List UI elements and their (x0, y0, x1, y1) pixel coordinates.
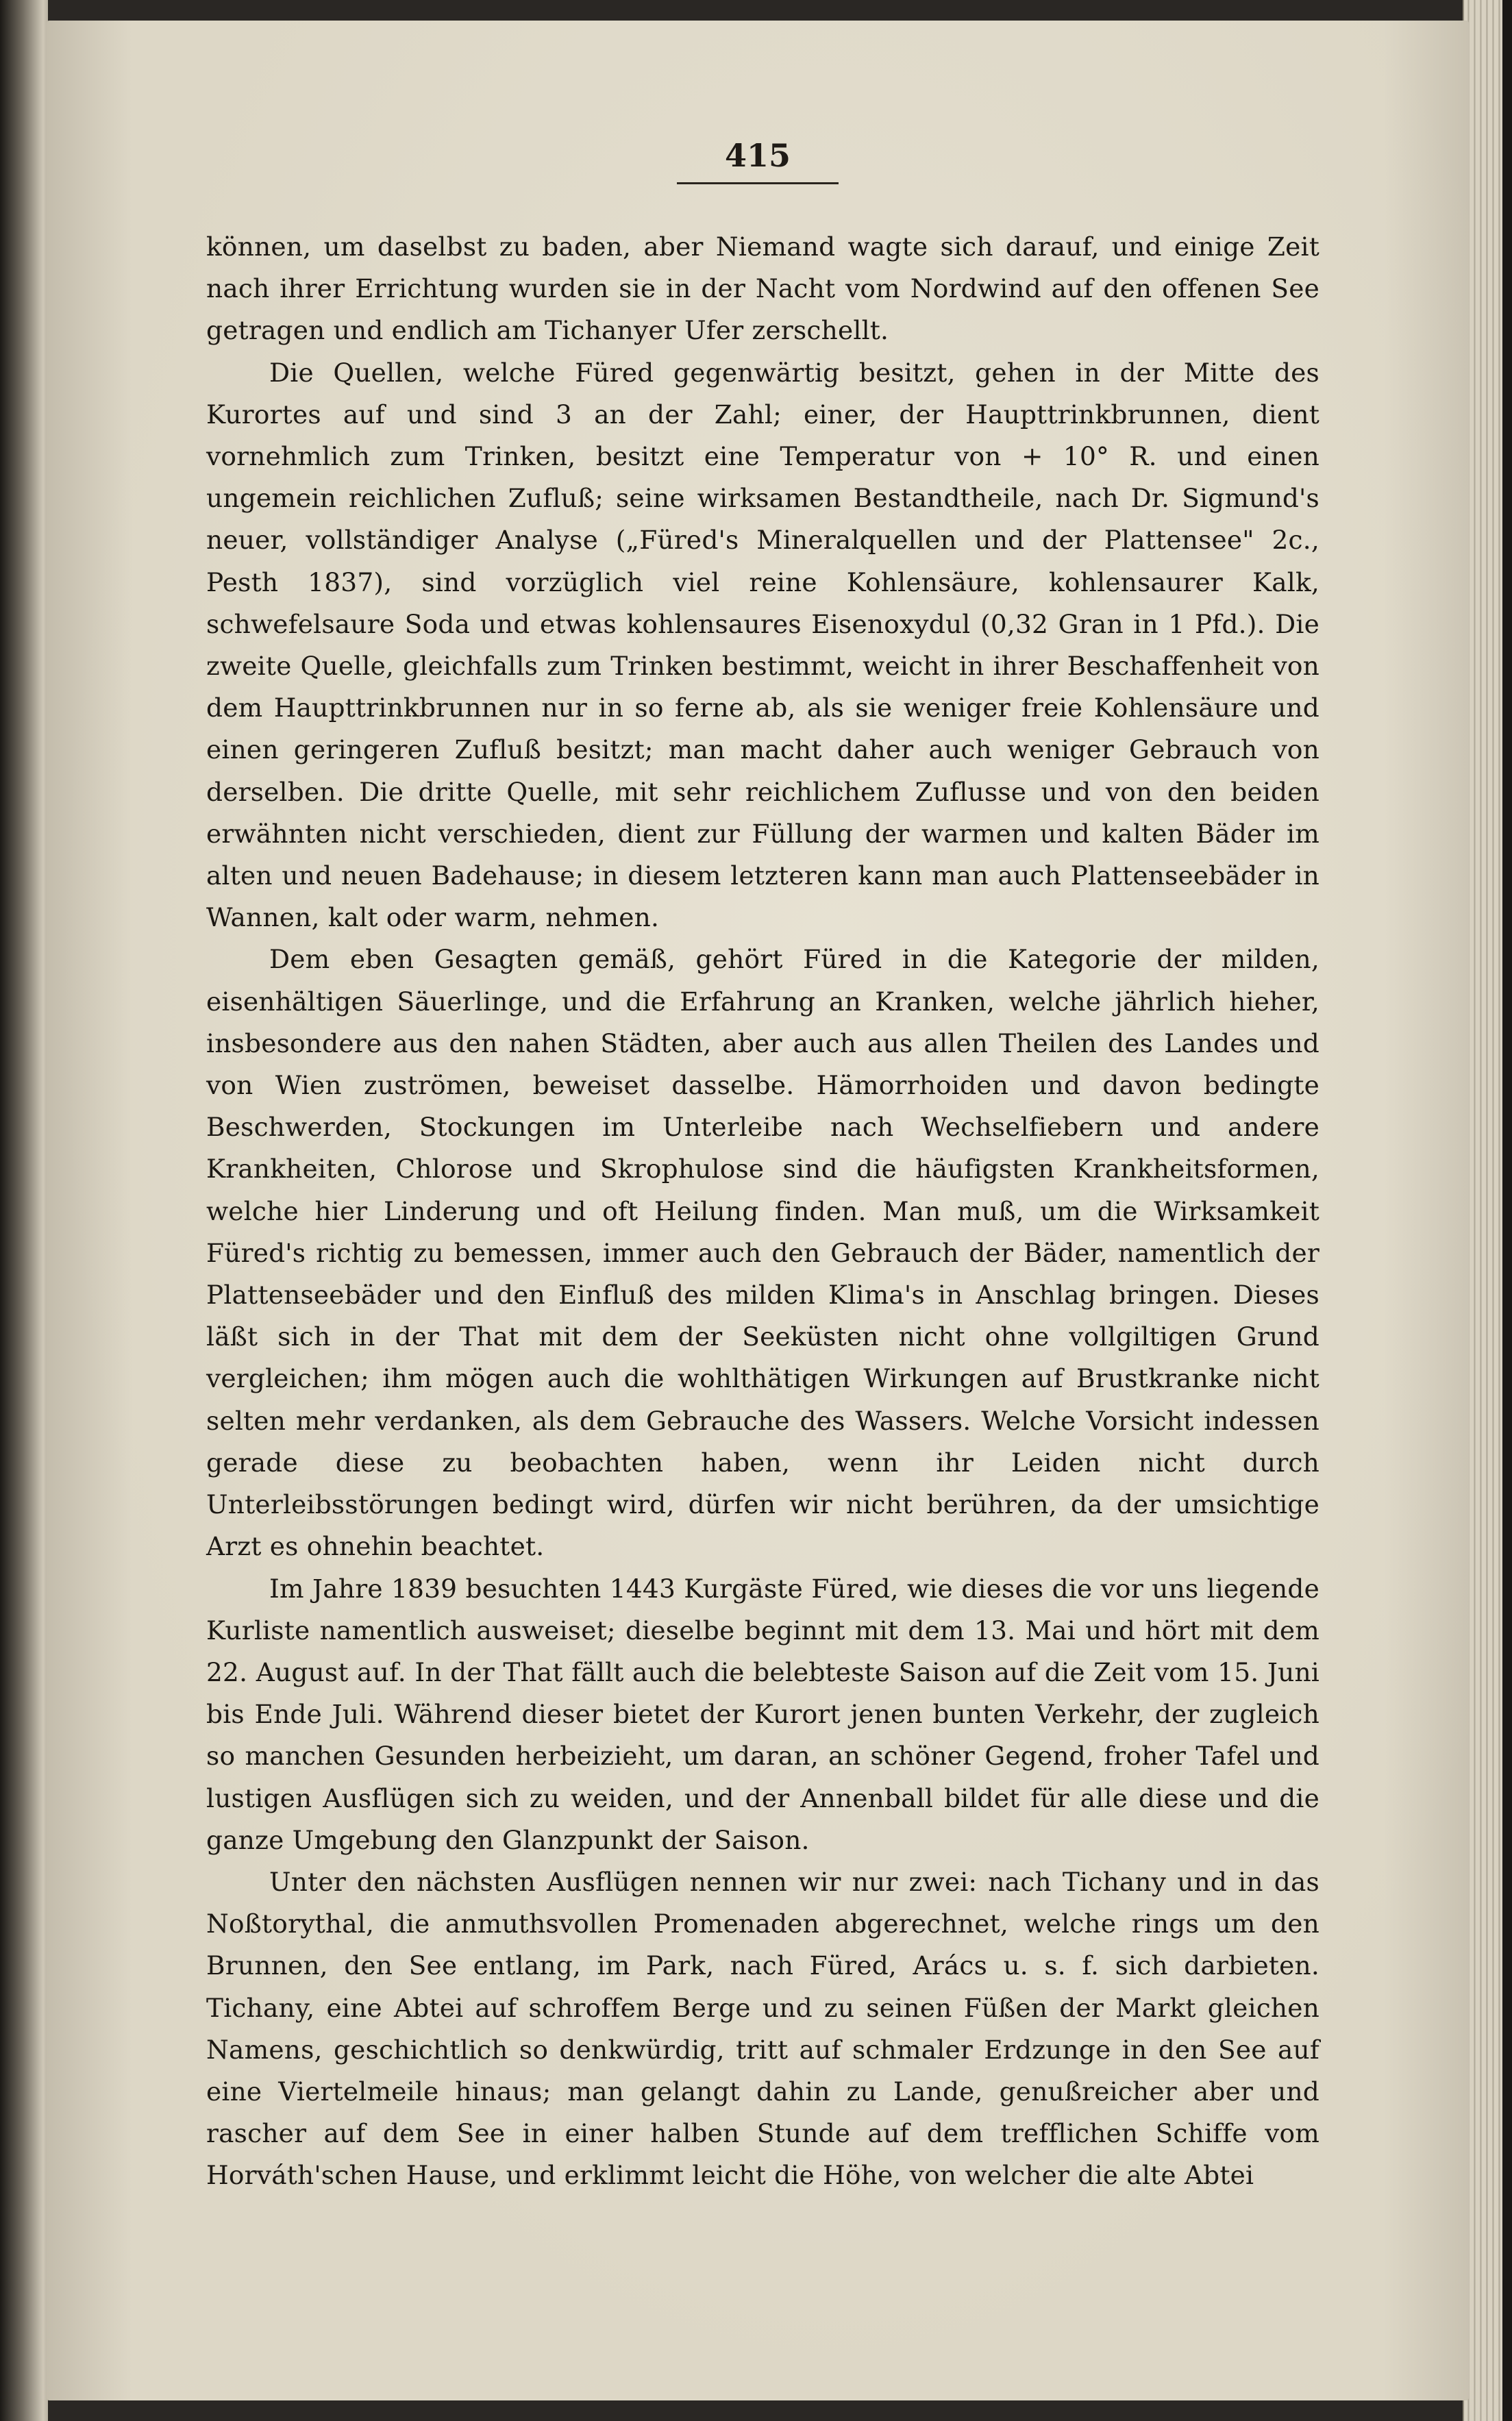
header-rule (677, 182, 839, 184)
paragraph-5: Unter den nächsten Ausflügen nennen wir nur zwei: nach Tichany und in das Noßtorythal, die anmuthsvollen Promenaden abgerechnet, welche rings um den Brunnen, den See entlang, im Park, nach Füred, Arács u. s. f. sich darbieten. Tichany, eine Abtei auf schroffem Berge und zu seinen Füßen der Markt gleichen Namens, geschichtlich so denkwürdig, tritt auf schmaler Erdzunge in den See auf eine Viertelmeile hinaus; man gelangt dahin zu Lande, genußreicher aber und rascher auf dem See in einer halben Stunde auf dem trefflichen Schiffe vom Horváth'schen Hause, und erklimmt leicht die Höhe, von welcher die alte Abtei (206, 1866, 1319, 2191)
paragraph-4: Im Jahre 1839 besuchten 1443 Kurgäste Füred, wie dieses die vor uns liegende Kurliste namentlich ausweiset; dieselbe beginnt mit dem 13. Mai und hört mit dem 22. August auf. In der That fällt auch die belebteste Saison auf die Zeit vom 15. Juni bis Ende Juli. Während dieser bietet der Kurort jenen bunten Verkehr, der zugleich so manchen Gesunden herbeizieht, um daran, an schöner Gegend, froher Tafel und lustigen Ausflügen sich zu weiden, und der Annenball bildet für alle diese und die ganze Umgebung den Glanzpunkt der Saison. (206, 1573, 1319, 1855)
left-page-edge (0, 0, 48, 2421)
paragraph-1: können, um daselbst zu baden, aber Niemand wagte sich darauf, und einige Zeit nach ihrer Errichtung wurden sie in der Nacht vom Nordwind auf den offenen See getragen und endlich am Tichanyer Ufer zerschellt. (206, 232, 1319, 346)
paragraph-2: Die Quellen, welche Füred gegenwärtig besitzt, gehen in der Mitte des Kurortes auf und sind 3 an der Zahl; einer, der Haupttrinkbrunnen, dient vornehmlich zum Trinken, besitzt eine Temperatur von + 10° R. und einen ungemein reichlichen Zufluß; seine wirksamen Bestandtheile, nach Dr. Sigmund's neuer, vollständiger Analyse („Füred's Mineralquellen und der Plattensee" 2c., Pesth 1837), sind vorzüglich viel reine Kohlensäure, kohlensaurer Kalk, schwefelsaure Soda und etwas kohlensaures Eisenoxydul (0,32 Gran in 1 Pfd.). Die zweite Quelle, gleichfalls zum Trinken bestimmt, weicht in ihrer Beschaffenheit von dem Haupttrinkbrunnen nur in so ferne ab, als sie weniger freie Kohlensäure und einen geringeren Zufluß besitzt; man macht daher auch weniger Gebrauch von derselben. Die dritte Quelle, mit sehr reichlichem Zuflusse und von den beiden erwähnten nicht verschieden, dient zur Füllung der warmen und kalten Bäder im alten und neuen Badehause; in diesem letzteren kann man auch Plattenseebäder in Wannen, kalt oder warm, nehmen. (206, 357, 1319, 933)
book-page (47, 21, 1469, 2400)
paragraph-3: Dem eben Gesagten gemäß, gehört Füred in die Kategorie der milden, eisenhältigen Säuerlinge, und die Erfahrung an Kranken, welche jährlich hieher, insbesondere aus den nahen Städten, aber auch aus allen Theilen des Landes und von Wien zuströmen, beweiset dasselbe. Hämorrhoiden und davon bedingte Beschwerden, Stockungen im Unterleibe nach Wechselfiebern und andere Krankheiten, Chlorose und Skrophulose sind die häufigsten Krankheitsformen, welche hier Linderung und oft Heilung finden. Man muß, um die Wirksamkeit Füred's richtig zu bemessen, immer auch den Gebrauch der Bäder, namentlich der Plattenseebäder und den Einfluß des milden Klima's in Anschlag bringen. Dieses läßt sich in der That mit dem der Seeküsten nicht ohne vollgiltigen Grund vergleichen; ihm mögen auch die wohlthätigen Wirkungen auf Brustkranke nicht selten mehr verdanken, als dem Gebrauche des Wassers. Welche Vorsicht indessen gerade diese zu beobachten haben, wenn ihr Leiden nicht durch Unterleibsstörungen bedingt wird, dürfen wir nicht berühren, da der umsichtige Arzt es ohnehin beachtet. (206, 944, 1319, 1562)
body-text (206, 226, 1319, 2197)
right-page-edges (1463, 0, 1512, 2421)
page-number: 415 (724, 137, 791, 174)
